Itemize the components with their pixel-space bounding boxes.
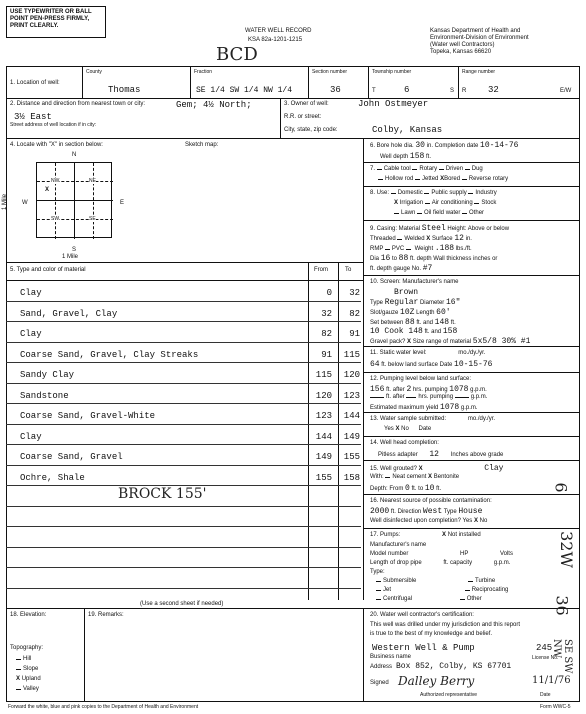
bcd-stamp: BCD [216,44,258,65]
casing-dia: 16 [380,254,391,263]
distance-value-2: 3½ East [14,112,52,122]
county-value: Thomas [108,85,141,95]
fraction-label: Fraction [194,69,213,75]
material-name: Clay [20,431,42,442]
screen-row-3: Type Regular Diameter 16" [370,298,461,307]
max-yield: 1078 [440,403,460,412]
material-name: Clay [20,288,42,298]
material-name: Coarse Sand, Gravel, Clay Streaks [20,349,199,360]
use-row-1: 8. Use: Domestic Public supply Industry [370,190,497,196]
grouted-row-1: 15. Well grouted? X Clay [370,464,504,473]
margin-note-4: SE SW NW [551,639,573,674]
grout-clay: Clay [484,464,504,473]
drill-row-1: 7. Cable tool Rotary Driven Dug [370,166,483,172]
wellhead-value: 12 [429,450,439,459]
screen-row-1: 10. Screen: Manufacturer's name [370,279,459,285]
casing-material: Steel [421,224,446,233]
pumps-row-3: Model number HP Volts [370,551,513,557]
footer-right: Form WWC-5 [540,704,571,710]
bore-label: 6. Bore hole dia. 30 in. Completion date 10-14-76 [370,141,519,150]
rr-label: R.R. or street: [284,114,322,120]
mile-horizontal: 1 Mile [62,254,79,260]
range-value: 32 [488,85,499,95]
contamination-row-1: 16. Nearest source of possible contamination: [370,498,492,504]
screen-diameter: 16" [445,298,461,307]
margin-note-1: 6 [551,482,571,493]
material-to: 82 [349,308,360,319]
material-to: 120 [343,370,360,380]
topo-slope: Slope [16,666,38,673]
agency-line-4: Topeka, Kansas 66620 [430,49,492,55]
topo-hill: Hill [16,656,31,663]
instructions-box [6,6,106,38]
pumps-row-6: Submersible Turbine [376,578,495,585]
contamination-distance: 2000 [370,507,390,516]
range-label: Range number [462,69,496,75]
section4-label: 4. Locate with "X" in section below: [10,142,103,148]
topo-upland: X Upland [16,676,41,682]
static-row-1: 11. Static water level: mo./dy./yr. [370,350,486,356]
cert-label: 20. Water well contractor's certification: [370,612,474,618]
mile-vertical: 1 Mile [2,193,8,210]
signature: Dalley Berry [398,674,475,688]
date-label: Date [540,692,551,698]
material-to: 149 [343,431,360,442]
table-row-divider [6,547,361,548]
material-from: 144 [315,431,332,442]
compass-n: N [72,152,77,158]
table-row-divider [6,362,361,363]
owner-name: John Ostmeyer [358,99,429,109]
second-sheet-note: (Use a second sheet if needed) [140,601,224,607]
well-depth: 158 [409,152,425,161]
pumping-row-1: 12. Pumping level below land surface: [370,376,472,382]
gravel-row: Gravel pack? X Size range of material 5x5/8 30% #1 [370,337,531,346]
compass-e: E [120,200,125,206]
material-to: 32 [349,288,360,298]
bore-dia: 30 [415,141,425,150]
range-r: R [462,88,467,94]
fraction-value: SE 1/4 SW 1/4 NW 1/4 [196,86,293,95]
cert-line-1: This well was drilled under my jurisdiction and this report [370,622,521,628]
topography-label: Topography: [10,645,44,651]
screen-line-4c: 158 [442,327,458,336]
quarter-se: SE [89,216,96,222]
pumping-after: 2 [406,385,412,394]
contamination-row-2: 2000 ft. Direction West Type House [370,507,483,516]
to-header: To [345,267,352,273]
material-to: 144 [343,411,360,421]
pumping-level: 156 [370,385,385,394]
casing-row-1: 9. Casing: Material Steel Height: Above or below [370,224,510,233]
topo-mark: X [16,676,21,682]
pumping-row-2: 156 ft. after 2 hrs. pumping 1078 g.p.m. [370,385,487,394]
material-name: Sandy Clay [20,370,75,380]
depth-row: Well depth 158 ft. [380,152,432,161]
sample-row-1: 13. Water sample submitted: mo./dy./yr. [370,416,496,422]
table-row-divider [6,465,361,466]
grouted-row-2: With: Neat cement X Bentonite [370,474,460,480]
material-from: 123 [315,411,332,421]
casing-row-2: Threaded Welded X Surface 12 in. [370,234,472,243]
contamination-type: House [458,507,483,516]
screen-row-5: Set between 88 ft. and 148 ft. [370,318,456,327]
drill-row-2: Hollow rod Jetted XBored Reverse rotary [378,176,508,183]
instructions-text: USE TYPEWRITER OR BALL POINT PEN-PRESS FIRMLY, PRINT CLEARLY. [10,9,92,29]
screen-type: Regular [384,298,419,307]
quarter-ne: NE [89,178,96,184]
signed-label: Signed [370,680,389,686]
material-name: Coarse Sand, Gravel-White [20,411,156,421]
material-name: Sandstone [20,390,69,401]
casing-gauge: #7 [422,264,433,273]
table-row-divider [6,342,361,343]
grouted-row-3: Depth: From 0 ft. to 10 ft. [370,484,442,493]
range-ew: E/W [560,88,572,94]
table-row-divider [6,506,361,507]
casing-row-5: ft. depth gauge No. #7 [370,264,433,273]
compass-s: S [72,247,77,253]
table-row-divider [6,526,361,527]
agency-line-1: Kansas Department of Health and [430,28,521,34]
material-to: 155 [343,452,360,462]
use-mark: X [394,200,399,206]
quarter-nw: NW [51,178,60,184]
wellhead-row-1: 14. Well head completion: [370,440,439,446]
casing-to: 88 [398,254,409,263]
disinfected-mark: X [473,518,478,524]
contamination-direction: West [422,507,443,516]
material-to: 91 [349,329,360,339]
grouted-mark: X [418,466,423,472]
sample-row-2: Yes X No Date [384,426,432,432]
completion-date: 10-14-76 [480,141,519,150]
gravel-mark: X [407,339,412,345]
city-label: City, state, zip code: [284,127,338,133]
casing-row-3: RMP PVC Weight .188 lbs./ft. [370,244,472,253]
material-from: 149 [315,452,332,462]
license-label: License No. [532,655,559,661]
table-row-divider [6,424,361,425]
pumps-row-2: Manufacturer's name [370,542,427,548]
township-t: T [372,88,376,94]
section-label: Section number [312,69,348,75]
static-row-2: 64 ft. below land surface Date 10-15-76 [370,360,493,369]
section-value: 36 [330,85,341,95]
screen-row-4: Slot/gauze 10Z Length 60' [370,308,451,317]
township-s: S [450,88,455,94]
screen-row-2 [394,288,418,297]
material-from: 82 [321,329,332,339]
address-value: Box 852, Colby, KS 67701 [396,662,512,671]
business-label: Business name [370,654,412,660]
yield-row: Estimated maximum yield 1078 g.p.m. [370,403,478,412]
material-table-label: 5. Type and color of material [10,267,86,273]
cert-date: 11/1/76 [532,675,571,686]
screen-row-6: 10 Cook 148 ft. and 158 [370,327,458,336]
grout-from: 0 [405,484,410,493]
grout-to: 10 [424,484,435,493]
material-from: 155 [315,472,332,483]
table-row-divider [6,301,361,302]
material-name: Coarse Sand, Gravel [20,452,123,462]
township-label: Township number [372,69,412,75]
pumps-row-4: Length of drop pipe ft. capacity g.p.m. [370,560,511,566]
remarks-label: 19. Remarks: [88,612,124,618]
material-from: 0 [326,288,332,298]
material-from: 32 [321,308,332,319]
wellhead-row-2: Pitless adapter 12 Inches above grade [378,450,504,459]
cert-line-2: is true to the best of my knowledge and belief. [370,631,493,637]
sketch-map-label: Sketch map: [185,142,219,148]
material-name: Clay [20,329,42,339]
quarter-sw: SW [51,216,60,222]
material-from: 115 [315,370,332,380]
pumping-row-3: ft. after hrs. pumping g.p.m. [370,394,487,401]
screen-set-1: 88 [405,318,415,327]
contamination-row-3: Well disinfected upon completion? Yes X No [370,518,488,524]
casing-surface: 12 [454,234,464,243]
agency-line-2: Environment-Division of Environment [430,35,529,41]
static-value: 64 [370,360,380,369]
margin-note-3: 36 [552,595,572,616]
pumps-row-1: 17. Pumps: X Not installed [370,532,481,538]
material-name: Ochre, Shale [20,472,85,483]
pumps-mark: X [442,532,447,538]
casing-mark: X [426,236,431,242]
form-statute: KSA 82a-1201-1215 [248,37,303,43]
handwritten-note: BROCK 155' [118,486,207,502]
location-mark: X [45,187,50,193]
screen-name: Brown [394,288,419,297]
pumps-row-5: Type: [370,569,385,575]
casing-row-4: Dia 16 to 88 ft. depth Wall thickness inches or [370,254,498,263]
material-to: 115 [343,349,360,360]
owner-label: 3. Owner of well: [284,101,329,107]
pumping-gpm: 1078 [449,385,469,394]
table-row-divider [6,403,361,404]
form-title: WATER WELL RECORD [245,28,312,34]
street-label: Street address of well location if in city: [10,122,97,128]
county-label: County [86,69,102,75]
pumps-row-8: Centrifugal Other [376,596,482,603]
material-to: 158 [343,472,360,483]
elevation-label: 18. Elevation: [10,612,47,618]
distance-label: 2. Distance and direction from nearest town or city: [10,101,146,107]
material-from: 120 [315,390,332,401]
drill-mark: X [440,176,445,182]
material-to: 123 [343,390,360,401]
footer-left: Forward the white, blue and pink copies to the Department of Health and Environment [8,704,199,710]
from-header: From [314,267,328,273]
sample-mark: X [395,426,400,432]
topo-valley: Valley [16,686,39,693]
material-name: Sand, Gravel, Clay [20,308,118,319]
license-number: 245 [536,643,553,653]
use-row-2: X Irrigation Air conditioning Stock [394,200,497,206]
business-name: Western Well & Pump [372,643,475,653]
rep-label: Authorized representative [420,692,477,698]
screen-length: 60' [436,308,451,317]
location-label: 1. Location of well: [10,80,60,86]
pumps-row-7: Jet Reciprocating [376,587,508,594]
table-row-divider [6,321,361,322]
static-date: 10-15-76 [454,360,493,369]
township-value: 6 [404,85,410,95]
compass-w: W [22,200,28,206]
table-row-divider [6,588,361,589]
table-row-divider [6,383,361,384]
table-row-divider [6,567,361,568]
screen-set-2: 148 [434,318,450,327]
owner-city: Colby, Kansas [372,125,443,135]
address-label: Address [370,664,393,670]
screen-line-4a: 10 Cook 148 [370,327,423,336]
section-grid [36,162,112,238]
casing-weight: .188 [434,244,455,253]
gravel-size: 5x5/8 30% #1 [472,337,531,346]
table-row-divider [6,444,361,445]
material-from: 91 [321,349,332,360]
distance-value-1: Gem; 4½ North; [176,100,252,110]
margin-note-2: 32W [556,531,576,568]
screen-slot: 10Z [400,308,415,317]
use-row-3: Lawn Oil field water Other [394,210,484,217]
agency-line-3: (Water well Contractors) [430,42,495,48]
